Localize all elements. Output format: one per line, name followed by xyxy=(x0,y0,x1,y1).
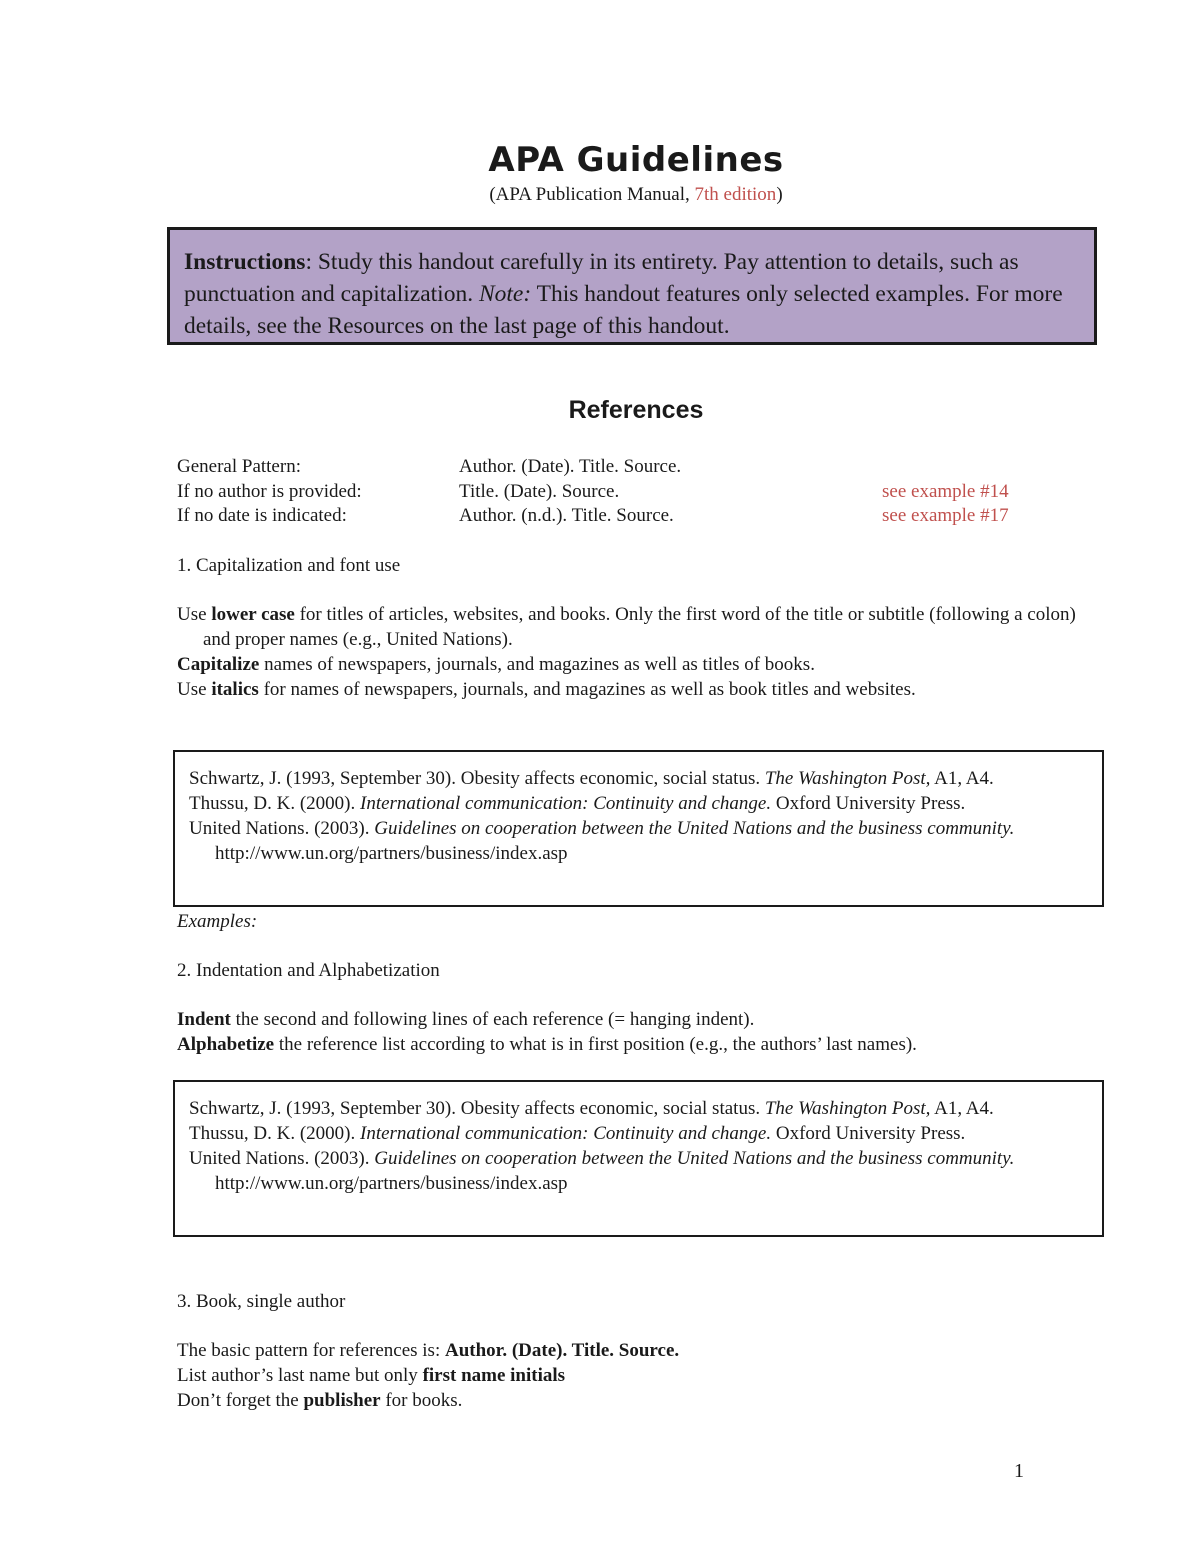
example-reference-thussu: Thussu, D. K. (2000). International communication: Continuity and change. Oxford University Press. xyxy=(189,1123,966,1144)
pattern-label-general: General Pattern: xyxy=(177,456,301,477)
section-3-heading: 3. Book, single author xyxy=(177,1291,346,1312)
see-example-17-link[interactable]: see example #17 xyxy=(882,505,1009,526)
example-reference-united-nations: United Nations. (2003). Guidelines on cooperation between the United Nations and the business community. http://www.un.org/partners/business/index.asp xyxy=(189,1148,1015,1194)
examples-label: Examples: xyxy=(177,911,258,932)
example-box-1 xyxy=(173,750,1104,907)
section-3-para-1: The basic pattern for references is: Author. (Date). Title. Source. xyxy=(177,1340,680,1361)
example-box-2 xyxy=(173,1080,1104,1237)
example-reference-schwartz: Schwartz, J. (1993, September 30). Obesity affects economic, social status. The Washington Post, A1, A4. xyxy=(189,768,994,789)
subtitle-edition: 7th edition xyxy=(694,184,777,205)
pattern-label-no-date: If no date is indicated: xyxy=(177,505,347,526)
section-1-heading: 1. Capitalization and font use xyxy=(177,555,401,576)
section-1-para-3: Use italics for names of newspapers, journals, and magazines as well as book titles and websites. xyxy=(177,679,916,700)
page-subtitle xyxy=(0,184,1200,206)
section-2-para-2: Alphabetize the reference list according to what is in first position (e.g., the authors’ last names). xyxy=(177,1034,917,1055)
pattern-no-author: Title. (Date). Source. xyxy=(459,481,620,502)
section-3-body xyxy=(177,1338,1077,1413)
pattern-general: Author. (Date). Title. Source. xyxy=(459,456,682,477)
page-title: APA Guidelines xyxy=(488,140,784,180)
page-number: 1 xyxy=(1014,1460,1024,1482)
example-reference-united-nations: United Nations. (2003). Guidelines on cooperation between the United Nations and the business community. http://www.un.org/partners/business/index.asp xyxy=(189,818,1015,864)
section-2-body xyxy=(177,1007,1077,1057)
section-3-para-2: List author’s last name but only first name initials xyxy=(177,1365,566,1386)
see-example-14-link[interactable]: see example #14 xyxy=(882,481,1009,502)
instructions-label: Instructions xyxy=(184,249,306,275)
section-2-para-1: Indent the second and following lines of each reference (= hanging indent). xyxy=(177,1009,755,1030)
instructions-text-2: This handout features only selected examples. For more details, see the Resources on the last page of this handout. xyxy=(184,281,1063,339)
pattern-label-no-author: If no author is provided: xyxy=(177,481,362,502)
section-1-para-1: Use lower case for titles of articles, websites, and books. Only the first word of the title or subtitle (following a colon) and proper names (e.g., United Nations). xyxy=(177,604,1076,650)
section-1-para-2: Capitalize names of newspapers, journals, and magazines as well as titles of books. xyxy=(177,654,815,675)
example-reference-schwartz: Schwartz, J. (1993, September 30). Obesity affects economic, social status. The Washington Post, A1, A4. xyxy=(189,1098,994,1119)
instructions-text-1: : Study this handout carefully in its entirety. Pay attention to details, such as punctuation and capitalization. xyxy=(184,249,1019,307)
section-2-heading: 2. Indentation and Alphabetization xyxy=(177,960,440,981)
subtitle-open: (APA Publication Manual, xyxy=(489,184,695,205)
example-reference-thussu: Thussu, D. K. (2000). International communication: Continuity and change. Oxford University Press. xyxy=(189,793,966,814)
subtitle-close: ) xyxy=(776,184,783,205)
section-1-body xyxy=(177,602,1077,702)
instructions-note-label: Note: xyxy=(478,281,532,307)
references-heading: References xyxy=(568,396,704,424)
pattern-no-date: Author. (n.d.). Title. Source. xyxy=(459,505,674,526)
instructions-box xyxy=(167,227,1097,345)
section-3-para-3: Don’t forget the publisher for books. xyxy=(177,1390,463,1411)
